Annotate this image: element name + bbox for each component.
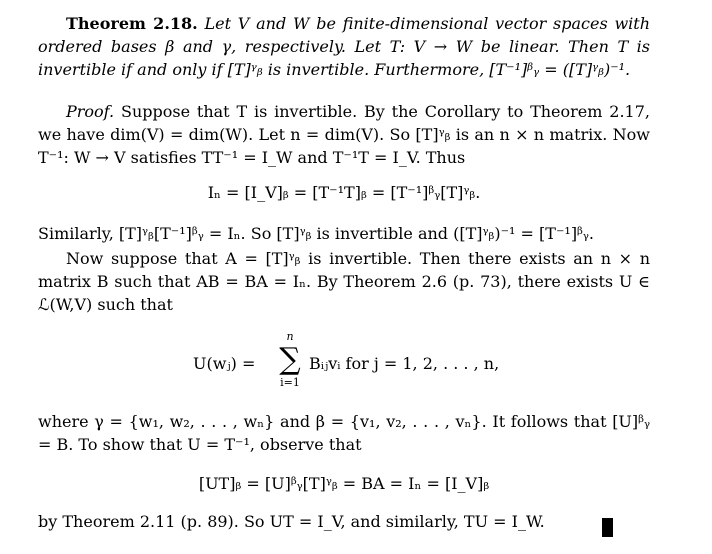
theorem-statement (38, 12, 650, 81)
equation-3: [UT]ᵦ = [U]ᵝᵧ[T]ᵞᵦ = BA = Iₙ = [I_V]ᵦ (198, 474, 490, 493)
equation-2 (38, 330, 650, 400)
sigma-symbol: ∑ (279, 342, 301, 377)
proof-paragraph-4: where γ = {w₁, w₂, . . . , wₙ} and β = {v₁, v₂, . . . , vₙ}. It follows that [U]ᵝᵧ = B. To show that U = T⁻¹, observe that (38, 412, 650, 454)
equation-2-lhs: U(wⱼ) = (193, 354, 256, 373)
theorem-label: Theorem 2.18. (66, 14, 198, 33)
summation-symbol (275, 330, 305, 390)
proof-paragraph-5: by Theorem 2.11 (p. 89). So UT = I_V, and similarly, TU = I_W. (38, 512, 545, 531)
theorem-text: Let V and W be finite-dimensional vector spaces with ordered bases β and γ, respectively. Let T: V → W be linear. Then T is invertible if and only if [T]ᵞᵦ is invertible. Furthermore, [T⁻¹]ᵝᵧ = ([T]ᵞᵦ)⁻¹. (38, 14, 650, 79)
proof-label: Proof. (66, 102, 115, 121)
equation-2-rhs: Bᵢⱼvᵢ for j = 1, 2, . . . , n, (309, 354, 500, 373)
summation-lower-limit: i=1 (280, 376, 300, 389)
document-page (38, 8, 650, 533)
proof-paragraph-2: Similarly, [T]ᵞᵦ[T⁻¹]ᵝᵧ = Iₙ. So [T]ᵞᵦ is invertible and ([T]ᵞᵦ)⁻¹ = [T⁻¹]ᵝᵧ. (38, 224, 594, 243)
summation-upper-limit: n (286, 330, 294, 343)
qed-square-icon (602, 518, 613, 537)
proof-text-1: Suppose that T is invertible. By the Corollary to Theorem 2.17, we have dim(V) = dim(W). Let n = dim(V). So [T]ᵞᵦ is an n × n matrix. Now T⁻¹: W → V satisfies TT⁻¹ = I_W and T⁻¹T = I_V. Thus (38, 102, 651, 167)
proof-paragraph-1 (38, 100, 650, 169)
equation-1: Iₙ = [I_V]ᵦ = [T⁻¹T]ᵦ = [T⁻¹]ᵝᵧ[T]ᵞᵦ. (207, 183, 481, 202)
proof-paragraph-3: Now suppose that A = [T]ᵞᵦ is invertible. Then there exists an n × n matrix B such that AB = BA = Iₙ. By Theorem 2.6 (p. 73), there exists U ∈ ℒ(W,V) such that (38, 249, 650, 314)
